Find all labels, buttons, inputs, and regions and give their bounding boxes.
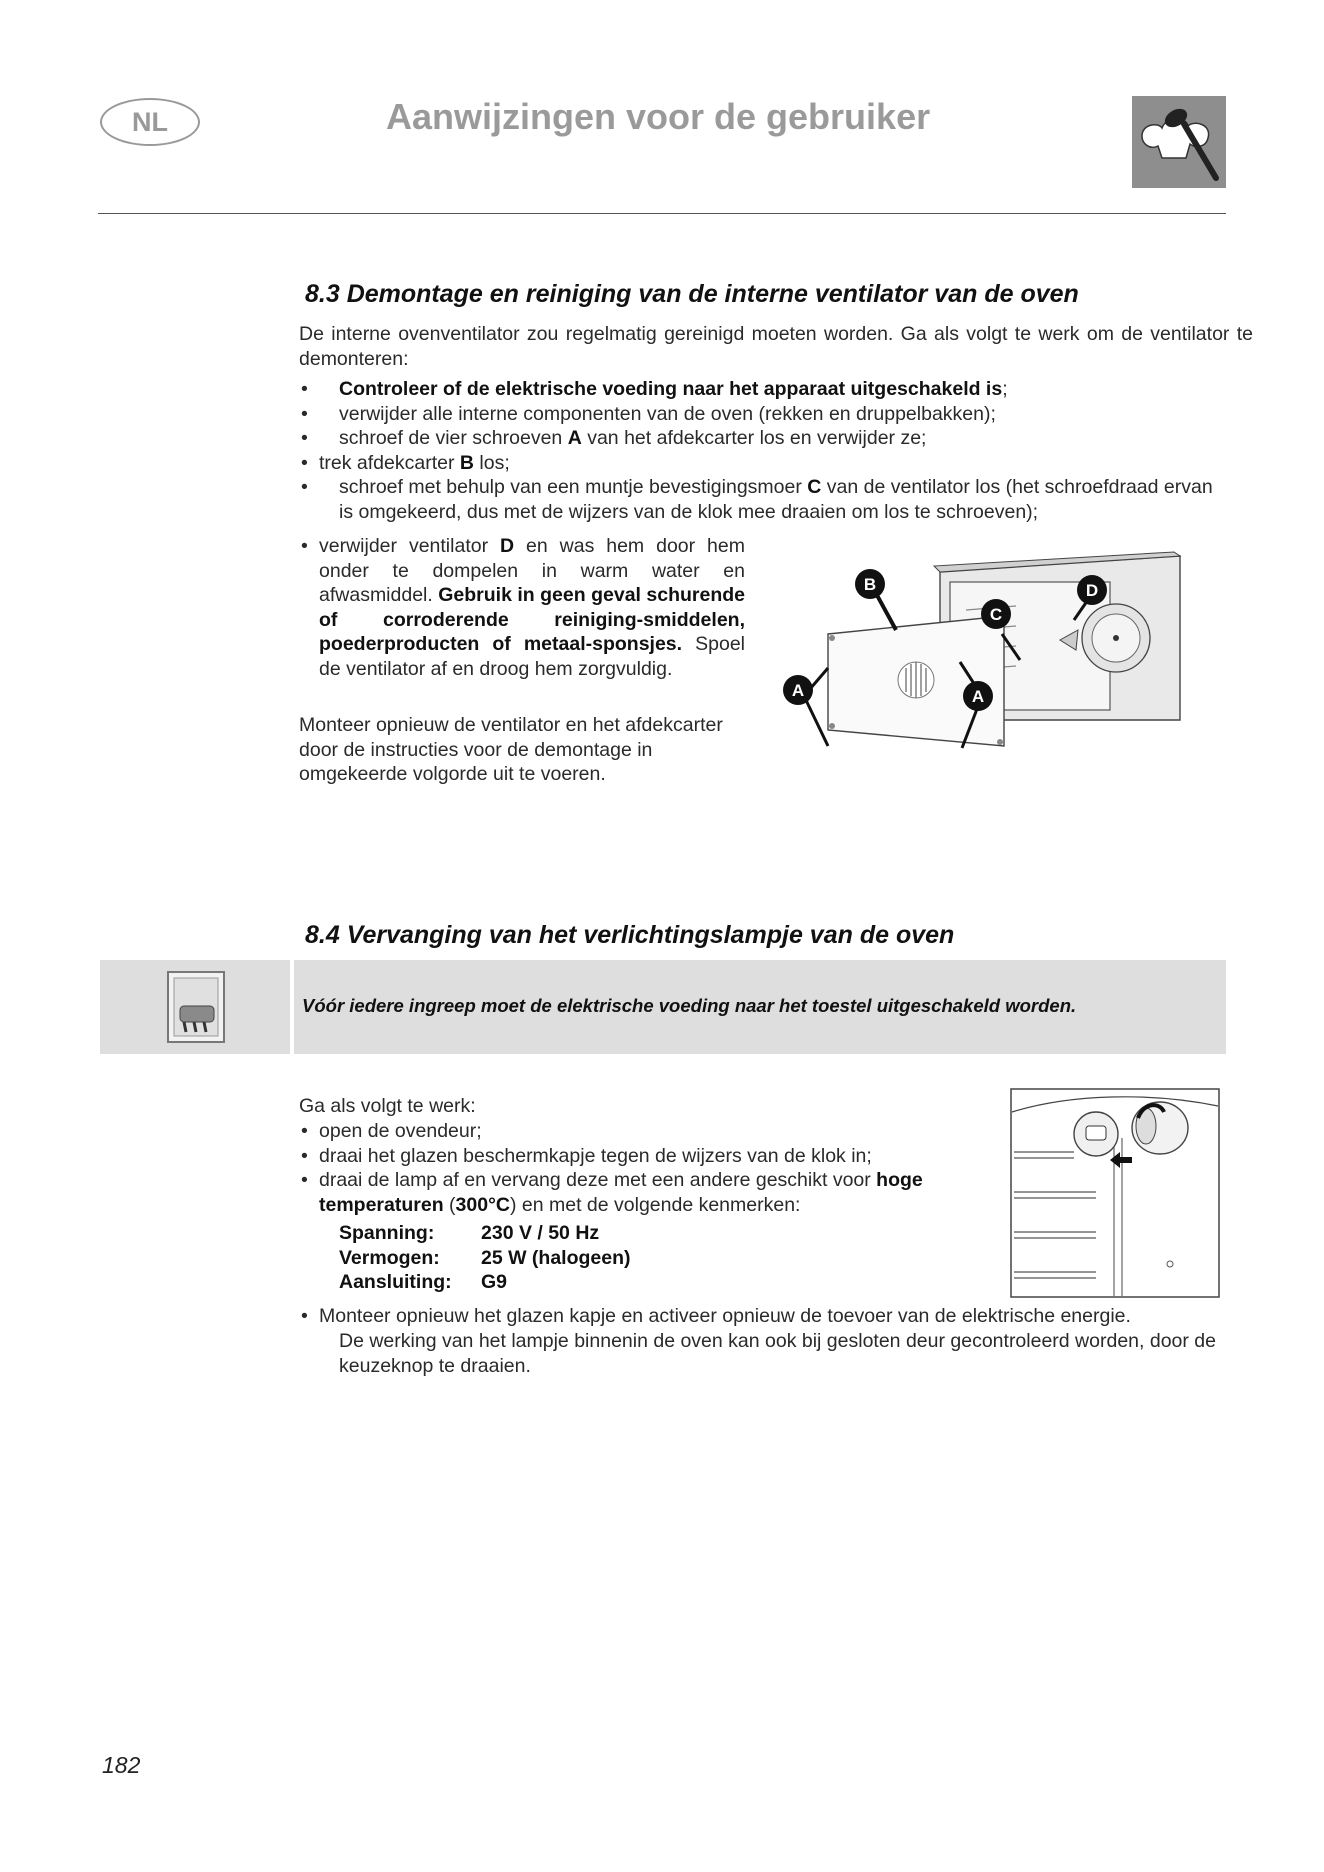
label-d: D <box>1085 581 1099 600</box>
label-b: B <box>863 575 877 594</box>
spec-label: Aansluiting: <box>339 1271 452 1293</box>
spec-row <box>339 1246 631 1271</box>
power-switch-icon <box>166 970 228 1049</box>
list-item: • open de ovendeur; <box>299 1119 999 1144</box>
label-a-right: A <box>971 687 985 706</box>
section-8-4-steps <box>299 1119 999 1217</box>
spec-row <box>339 1221 631 1246</box>
list-item: • Monteer opnieuw het glazen kapje en activeer opnieuw de toevoer van de elektrische energie. <box>299 1304 1229 1329</box>
section-8-4-intro: Ga als volgt te werk: <box>299 1095 476 1117</box>
section-8-4-title: 8.4 Vervanging van het verlichtingslampje van de oven <box>305 921 955 949</box>
list-item: • schroef met behulp van een muntje bevestigingsmoer C van de ventilator los (het schroefdraad ervan is omgekeerd, dus met de wijzers van de klok mee draaien om los te schroeven); <box>299 475 1229 524</box>
section-8-3-intro: De interne ovenventilator zou regelmatig gereinigd moeten worden. Ga als volgt te werk om de ventilator te demonteren: <box>299 323 1253 370</box>
section-8-3-step-6 <box>299 534 745 681</box>
spec-label: Spanning: <box>339 1222 435 1244</box>
step-bold-text: Controleer of de elektrische voeding naar het apparaat uitgeschakeld is <box>339 378 1003 400</box>
list-item: • Controleer of de elektrische voeding naar het apparaat uitgeschakeld is; <box>299 377 1229 402</box>
list-item: • schroef de vier schroeven A van het afdekcarter los en verwijder ze; <box>299 426 1229 451</box>
warning-icon-panel <box>100 960 290 1054</box>
section-8-3-steps <box>299 377 1229 524</box>
spec-value: 230 V / 50 Hz <box>481 1222 600 1244</box>
lamp-specs-table <box>339 1221 631 1295</box>
list-item: • trek afdekcarter B los; <box>299 451 1229 476</box>
label-c: C <box>989 605 1003 624</box>
language-badge: NL <box>100 98 200 146</box>
section-8-4-final-step <box>299 1304 1229 1329</box>
chef-logo-icon <box>1132 96 1226 188</box>
list-item: • draai het glazen beschermkapje tegen de wijzers van de klok in; <box>299 1144 999 1169</box>
warning-text: Vóór iedere ingreep moet de elektrische voeding naar het toestel uitgeschakeld worden. <box>302 995 1077 1016</box>
page-number: 182 <box>102 1752 141 1778</box>
label-a-left: A <box>791 681 805 700</box>
section-8-3-outro: Monteer opnieuw de ventilator en het afdekcarter door de instructies voor de demontage in omgekeerde volgorde uit te voeren. <box>299 714 723 785</box>
list-item: • verwijder alle interne componenten van de oven (rekken en druppelbakken); <box>299 402 1229 427</box>
header-divider <box>98 213 1226 214</box>
spec-value: G9 <box>481 1271 508 1293</box>
list-item: • draai de lamp af en vervang deze met een andere geschikt voor hoge temperaturen (300°C) en met de volgende kenmerken: <box>299 1168 999 1217</box>
section-8-4-note: De werking van het lampje binnenin de oven kan ook bij gesloten deur gecontroleerd worden, door de keuzeknop te draaien. <box>339 1330 1216 1377</box>
spec-row <box>339 1270 631 1295</box>
list-item: • verwijder ventilator D en was hem door hem onder te dompelen in warm water en afwasmiddel. Gebruik in geen geval schurende of corroderende reiniging-smiddelen, poederproducten of metaal-sponsjes. Spoel de ventilator af en droog hem zorgvuldig. <box>299 534 745 681</box>
spec-value: 25 W (halogeen) <box>481 1246 631 1269</box>
fan-disassembly-diagram <box>770 550 1192 760</box>
warning-bold-text: Gebruik in geen geval schurende of corroderende reiniging-smiddelen, poederproducten of metaal-sponsjes. <box>319 584 746 655</box>
spec-label: Vermogen: <box>339 1246 440 1269</box>
lamp-replacement-diagram <box>1010 1088 1220 1298</box>
section-8-3-title: 8.3 Demontage en reiniging van de interne ventilator van de oven <box>305 280 1079 308</box>
page-title: Aanwijzingen voor de gebruiker <box>386 96 931 137</box>
